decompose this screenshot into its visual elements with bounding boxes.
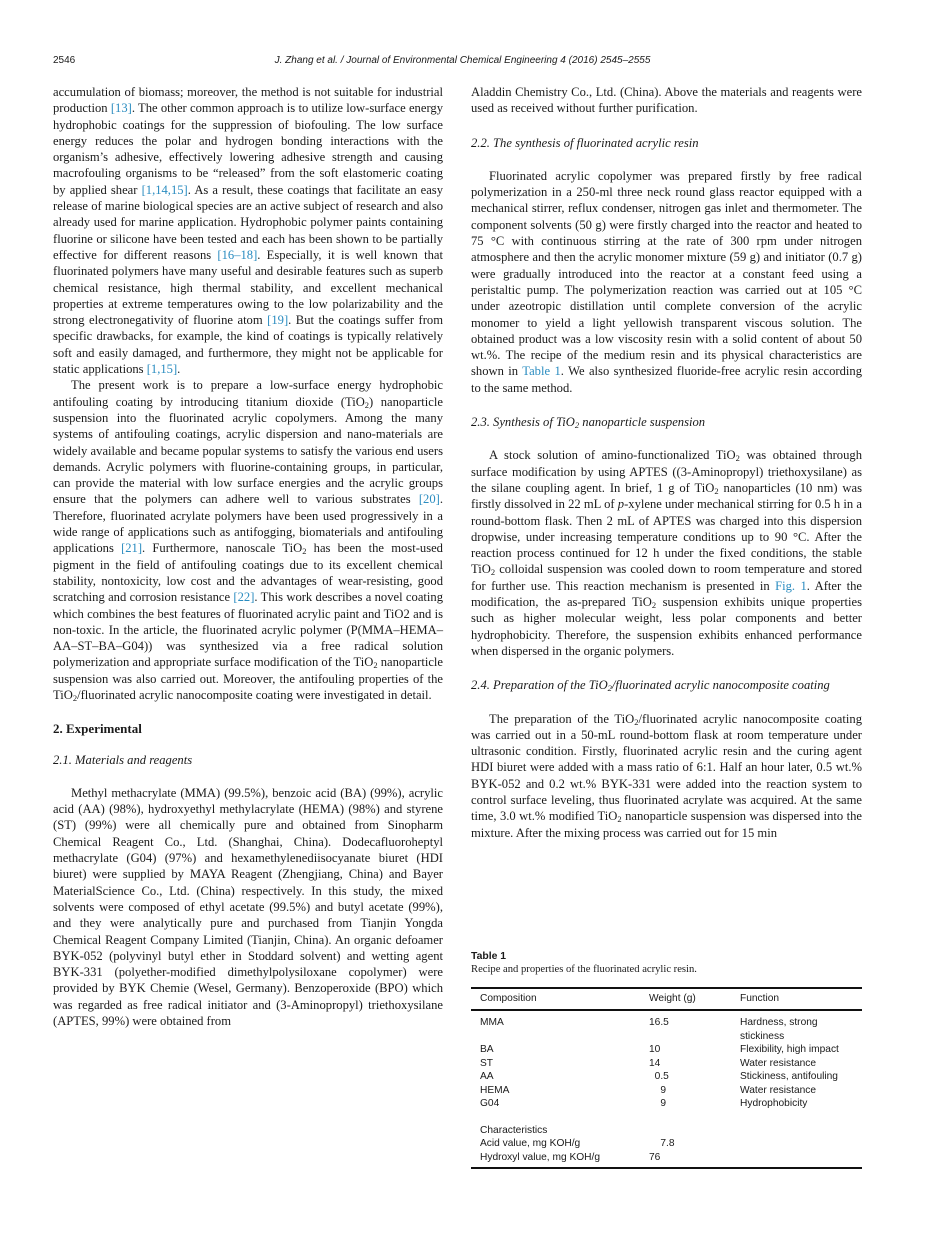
subscript: 2 <box>634 716 639 727</box>
subscript: 2 <box>302 546 307 557</box>
left-column <box>53 84 443 1029</box>
text: . <box>177 362 181 377</box>
subsection-heading-materials: 2.1. Materials and reagents <box>53 752 193 767</box>
text: nanoparticle suspension was also carried out. Moreover, the antifouling properties of the TiO <box>53 655 443 702</box>
text: . This work describes a novel coating which combines the best features of fluorinated acrylic paint and TiO2 and is non-toxic. In the article, the fluorinated acrylic polymer (P(MMA–HEMA–AA–ST–BA–G04)) was synthesized via a free radical solution polymerization and appropriate surface modification of the TiO <box>53 590 443 670</box>
column-header-function: Function <box>740 993 780 1004</box>
column-header-weight: Weight (g) <box>649 993 696 1004</box>
cell-function: Stickiness, antifouling <box>740 1071 838 1082</box>
table-row <box>471 1043 862 1057</box>
recipe-table <box>471 987 862 1169</box>
subscript: 2 <box>651 600 657 611</box>
journal-reference: J. Zhang et al. / Journal of Environmental Chemical Engineering 4 (2016) 2545–2555 <box>274 55 651 66</box>
text: . But the coatings suffer from specific drawbacks, for example, the kind of coatings is typically relatively soft and easily damaged, and furthermore, they might not be applicable for static applications <box>53 313 443 377</box>
cell-weight: 0.5 <box>649 1071 669 1082</box>
cell-function: Water resistance <box>740 1084 817 1096</box>
subscript: 2 <box>72 692 78 703</box>
subscript: 2 <box>574 420 580 431</box>
text: . The other common approach is to utilize low-surface energy hydrophobic coatings for the suppression of biofouling. The low surface energy reduces the polar and hydrogen bonding interactions with the organism’s adhesive, effectively lowering adhesive strength and causing macrofouling organisms to be “released” from the soft elastomeric coating by applied shear <box>53 101 444 197</box>
text: colloidal suspension was cooled down to room temperature and stored for further use. This reaction mechanism is presented in <box>471 562 862 593</box>
citation-link[interactable]: [22] <box>233 590 255 605</box>
text: -xylene under mechanical stirring for 0.5 h in a round-bottom flask. Then 2 mL of APTES was charged into this dispersion dropwise, under increasing temperature conditions up to 90 °C. After the reaction process continued for 12 h under the fixed conditions, the stable TiO <box>471 497 862 577</box>
text: The preparation of the TiO <box>489 711 635 726</box>
page-number: 2546 <box>53 55 76 66</box>
cell-weight: 10 <box>649 1044 661 1055</box>
text: . Furthermore, nanoscale TiO <box>142 541 303 556</box>
paragraph-tio2-suspension <box>471 447 862 659</box>
subscript: 2 <box>607 683 612 694</box>
subscript: 2 <box>617 814 622 825</box>
text: /fluorinated acrylic nanocomposite coating <box>611 678 830 693</box>
cell-composition: AA <box>480 1071 494 1082</box>
text: 2.3. Synthesis of TiO <box>471 415 575 430</box>
paragraph-materials <box>53 785 443 1029</box>
subscript: 2 <box>714 485 719 496</box>
text: . After the modification, the as-prepared TiO <box>471 578 862 610</box>
subscript: 2 <box>735 453 740 464</box>
cell-weight: 16.5 <box>649 1017 669 1028</box>
column-header-composition: Composition <box>480 993 537 1004</box>
paragraph-present-work <box>53 377 443 703</box>
cell-characteristics-label: Characteristics <box>480 1124 548 1136</box>
cell-composition: G04 <box>480 1098 500 1109</box>
cell-weight: 9 <box>649 1098 666 1109</box>
text: /fluorinated acrylic nanocomposite coating was carried out in a 50-mL round-bottom flask at room temperature under ultrasonic condition. Firstly, fluorinated acrylic resin and the curing agent HDI biuret were added with a mass ratio of 6:1. Half an hour later, 0.5 wt.% BYK-052 and 0.2 wt.% BYK-331 were added into the reaction system to control surface leveling, thus fluorinated acrylate was acquired. At the same time, 3.0 wt.% modified TiO <box>471 711 862 824</box>
text: was obtained through surface modification by using APTES ((3-Aminopropyl) triethoxysilane) as the silane coupling agent. In brief, 1 g of TiO <box>471 448 862 495</box>
table-title: Table 1 <box>471 951 507 962</box>
figure-reference-link[interactable]: Fig. 1 <box>775 578 807 593</box>
text: has been the most-used pigment in the field of antifouling coatings due to its excellent chemical stability, nontoxicity, low cost and the advantages of wear-resisting, good scratching and corrosion resistance <box>53 541 443 605</box>
cell-composition: BA <box>480 1044 494 1055</box>
cell-composition: HEMA <box>480 1084 510 1096</box>
section-heading-experimental: 2. Experimental <box>53 721 142 737</box>
table-row <box>471 1057 862 1071</box>
text: /fluorinated acrylic nanocomposite coating were investigated in detail. <box>77 687 432 702</box>
citation-link[interactable]: [13] <box>110 101 132 116</box>
text: A stock solution of amino-functionalized TiO <box>489 448 736 463</box>
text: Methyl methacrylate (MMA) (99.5%), benzoic acid (BA) (99%), acrylic acid (AA) (98%), hydroxyethyl methylacrylate (HEMA) (98%) and styrene (ST) (99%) were all chemically pure and obtained from Sinopharm Chemical Reagent Co., Ltd. (Shanghai, China). Dodecafluoroheptyl methacrylate (G04) (97%) and hexamethylenediisocyanate biuret (HDI biuret) were supplied by MAYA Reagent (Zhengjiang, China) and Bayer MaterialScience Co., Ltd. (China) respectively. In this study, the mixed solvents were composed of ethyl acetate (99.5%) and butyl acetate (99%), and they were analytically pure and purchased from Tianjin Yongda Chemical Reagent Company Limited (Tianjin, China). An organic defoamer BYK-052 (polyvinyl butyl ether in Stoddard solvent) and wetting agent BYK-331 (polyether-modified dimethylpolysiloxane copolymer) were provided by BYK Chemie (Wesel, Germany). Benzoperoxide (BPO) which was regarded as free radical initiator and (3-Aminopropyl) triethoxysilane (APTES, 99%) were obtained from <box>53 785 443 1029</box>
table-row <box>471 1097 862 1111</box>
citation-link[interactable]: [1,14,15] <box>141 182 188 197</box>
text: suspension exhibits unique properties such as higher molecular weight, less polar components and better hydrophobicity. Therefore, the suspension exhibits enhanced performance when dispersed in the organic polymers. <box>471 595 862 658</box>
citation-link[interactable]: [20] <box>418 492 440 507</box>
subscript: 2 <box>364 399 370 410</box>
cell-function: Flexibility, high impact <box>740 1044 839 1055</box>
text: The present work is to prepare a low-surface energy hydrophobic antifouling coating by introducing titanium dioxide (TiO <box>53 378 443 409</box>
text: accumulation of biomass; moreover, the method is not suitable for industrial production <box>53 85 443 116</box>
text: nanoparticles (10 nm) was firstly dissolved in 22 mL of <box>471 480 862 512</box>
cell-weight: 9 <box>649 1084 666 1096</box>
table-1 <box>471 950 862 1169</box>
table-row-characteristics-label <box>471 1124 862 1138</box>
cell-composition: MMA <box>480 1017 504 1028</box>
citation-link[interactable]: [21] <box>121 541 143 556</box>
paragraph-intro-continued <box>53 84 443 377</box>
text: nanoparticle suspension <box>579 415 706 430</box>
text: 2.4. Preparation of the TiO <box>471 678 608 693</box>
table-caption: Recipe and properties of the fluorinated acrylic resin. <box>471 964 697 975</box>
cell-property: Hydroxyl value, mg KOH/g <box>480 1151 601 1163</box>
right-column <box>471 84 862 841</box>
table-row <box>471 1010 862 1043</box>
cell-function: Hydrophobicity <box>740 1098 808 1109</box>
table-row <box>471 1151 862 1169</box>
table-row <box>471 1137 862 1151</box>
table-header-row <box>471 988 862 1010</box>
subscript: 2 <box>490 567 496 578</box>
text: Fluorinated acrylic copolymer was prepared firstly by free radical polymerization in a 250-ml three neck round glass reactor equipped with a mechanical stirrer, reflux condenser, nitrogen gas inlet and thermometer. The component solvents (50 g) were firstly charged into the reactor and heated to 75 °C with continuous stirring at the rate of 300 rpm under nitrogen atmosphere and then the acrylic monomer mixture (59 g) and initiator (0.7 g) were gradually introduced into the reactor at a constant feed using a peristaltic pump. The polymerization reaction was carried out at 105 °C under azeotropic distillation until complete conversion of the acrylic monomer to yield a light yellowish transparent viscous solution. The obtained product was a low viscosity resin with a solid content of about 50 wt.%. The recipe of the medium resin and its physical characteristics are shown in <box>471 168 862 379</box>
italic-text: p <box>617 497 625 512</box>
cell-value: 76 <box>649 1151 661 1163</box>
text: . We also synthesized fluoride-free acrylic resin according to the same method. <box>471 364 863 395</box>
cell-value: 7.8 <box>649 1138 675 1149</box>
subsection-heading-nanocomposite <box>471 677 862 693</box>
text: nanoparticle suspension was dispersed into the mixture. After the mixing process was carried out for 15 min <box>471 809 863 840</box>
table-spacer-row <box>471 1111 862 1124</box>
cell-property: Acid value, mg KOH/g <box>480 1138 581 1149</box>
table-reference-link[interactable]: Table 1 <box>522 364 561 379</box>
text: . Therefore, fluorinated acrylate polymers have been used progressively in a wide range of applications such as antifogging, biomaterials and antifouling applications <box>53 492 443 556</box>
paragraph-materials-continued: Aladdin Chemistry Co., Ltd. (China). Above the materials and reagents were used as received without further purification. <box>471 85 862 116</box>
text: . Especially, it is well known that fluorinated polymers have many useful and desirable features such as superb chemical resistance, high thermal stability, and excellent mechanical properties at extreme temperatures owing to the low polarizability and the strong electronegativity of fluorine atom <box>53 247 443 328</box>
cell-weight: 14 <box>649 1057 661 1069</box>
citation-link[interactable]: [16–18] <box>217 247 258 262</box>
subscript: 2 <box>373 660 378 671</box>
running-head <box>53 55 872 71</box>
text: . As a result, these coatings that facilitate an easy release of marine biological species are an active subject of research and also already used for marine application. Hydrophobic polymer paints containing fluorine or silicone have been tested and each has been shown to be partially effective for different reasons <box>53 182 443 262</box>
citation-link[interactable]: [1,15] <box>146 362 178 377</box>
subsection-heading-synthesis-resin: 2.2. The synthesis of fluorinated acrylic resin <box>471 135 699 150</box>
table-row <box>471 1070 862 1084</box>
paragraph-synthesis-resin <box>471 168 862 396</box>
table-row <box>471 1084 862 1098</box>
text: ) nanoparticle suspension into the fluorinated acrylic copolymers. Among the many systems of antifouling coatings, acrylic dispersion and nano-materials are widely available and became popular systems to satisfy the various end users demands. Acrylic polymers with fluorine-containing groups, in particular, can provide the material with low surface energies and the acrylic groups ensure that the polymers can adhere well to various substrates <box>53 394 443 507</box>
cell-composition: ST <box>480 1057 494 1069</box>
cell-function: Water resistance <box>740 1057 817 1069</box>
subsection-heading-tio2-suspension <box>471 414 862 430</box>
paragraph-nanocomposite <box>471 711 862 841</box>
cell-function: Hardness, strong stickiness <box>740 1017 818 1042</box>
citation-link[interactable]: [19] <box>267 313 289 328</box>
